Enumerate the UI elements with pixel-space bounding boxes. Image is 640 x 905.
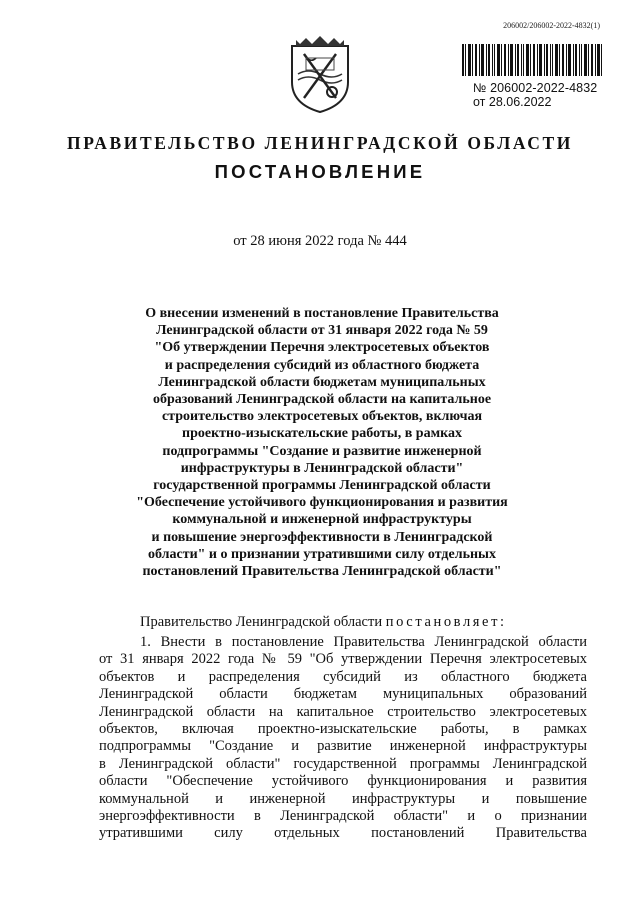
body-line: утратившими силу отдельных постановлений Правительства [99, 825, 587, 842]
coat-of-arms-emblem [286, 34, 354, 116]
intro-verb: постановляет: [385, 614, 507, 630]
heading-line: "Об утверждении Перечня электросетевых объектов [154, 340, 490, 356]
body-line: в Ленинградской области" государственной программы Ленинградской [99, 755, 587, 772]
heading-line: Ленинградской области бюджетам муниципальных [158, 374, 486, 390]
heading-line: и распределения субсидий из областного бюджета [164, 357, 480, 373]
heading-line: образований Ленинградской области на капитальное [152, 392, 492, 408]
heading-line: строительство электросетевых объектов, включая [161, 409, 483, 425]
body-line: объектов и распределения субсидий из областного бюджета [99, 668, 587, 685]
heading-line: О внесении изменений в постановление Правительства [145, 306, 499, 321]
registration-date: от 28.06.2022 [473, 95, 552, 109]
body-line: от 31 января 2022 года № 59 "Об утверждении Перечня электросетевых [99, 651, 587, 668]
heading-line: инфраструктуры в Ленинградской области" [180, 460, 464, 476]
body-line: подпрограммы "Создание и развитие инженерной инфраструктуры [99, 738, 587, 755]
body-line: энергоэффективности в Ленинградской области" и о признании [99, 808, 587, 825]
intro-sentence [140, 614, 507, 631]
body-line: 1. Внести в постановление Правительства Ленинградской области [140, 634, 587, 650]
heading-line: коммунальной и инженерной инфраструктуры [172, 512, 472, 528]
heading-line: подпрограммы "Создание и развитие инженерной [162, 443, 482, 459]
government-title: ПРАВИТЕЛЬСТВО ЛЕНИНГРАДСКОЙ ОБЛАСТИ [66, 133, 574, 153]
document-id: 206002/206002-2022-4832(1) [503, 21, 600, 30]
barcode-image [462, 44, 602, 76]
registration-number: № 206002-2022-4832 [473, 81, 598, 95]
heading-line: "Обеспечение устойчивого функционирования и развития [136, 495, 508, 511]
heading-line: государственной программы Ленинградской области [153, 478, 491, 494]
body-line: Ленинградской области на капитальное строительство электросетевых [99, 703, 587, 720]
body-paragraph [99, 634, 587, 843]
body-line: Ленинградской области бюджетам муниципальных образований [99, 686, 587, 703]
resolution-heading [110, 305, 534, 580]
heading-line: Ленинградской области от 31 января 2022 года № 59 [156, 323, 488, 339]
document-date-line: от 28 июня 2022 года № 444 [233, 233, 407, 249]
heading-line: проектно-изыскательские работы, в рамках [182, 426, 462, 442]
body-line: области "Обеспечение устойчивого функционирования и развития [99, 773, 587, 790]
heading-line: и повышение энергоэффективности в Ленинградской [151, 529, 493, 545]
document-type: ПОСТАНОВЛЕНИЕ [214, 161, 426, 182]
body-line: коммунальной и инженерной инфраструктуры и повышение [99, 790, 587, 807]
intro-prefix: Правительство Ленинградской области [140, 614, 383, 630]
body-line: объектов, включая проектно-изыскательские работы, в рамках [99, 721, 587, 738]
heading-line: области" и о признании утратившими силу отдельных [148, 546, 496, 562]
heading-line: постановлений Правительства Ленинградской области" [142, 564, 502, 580]
